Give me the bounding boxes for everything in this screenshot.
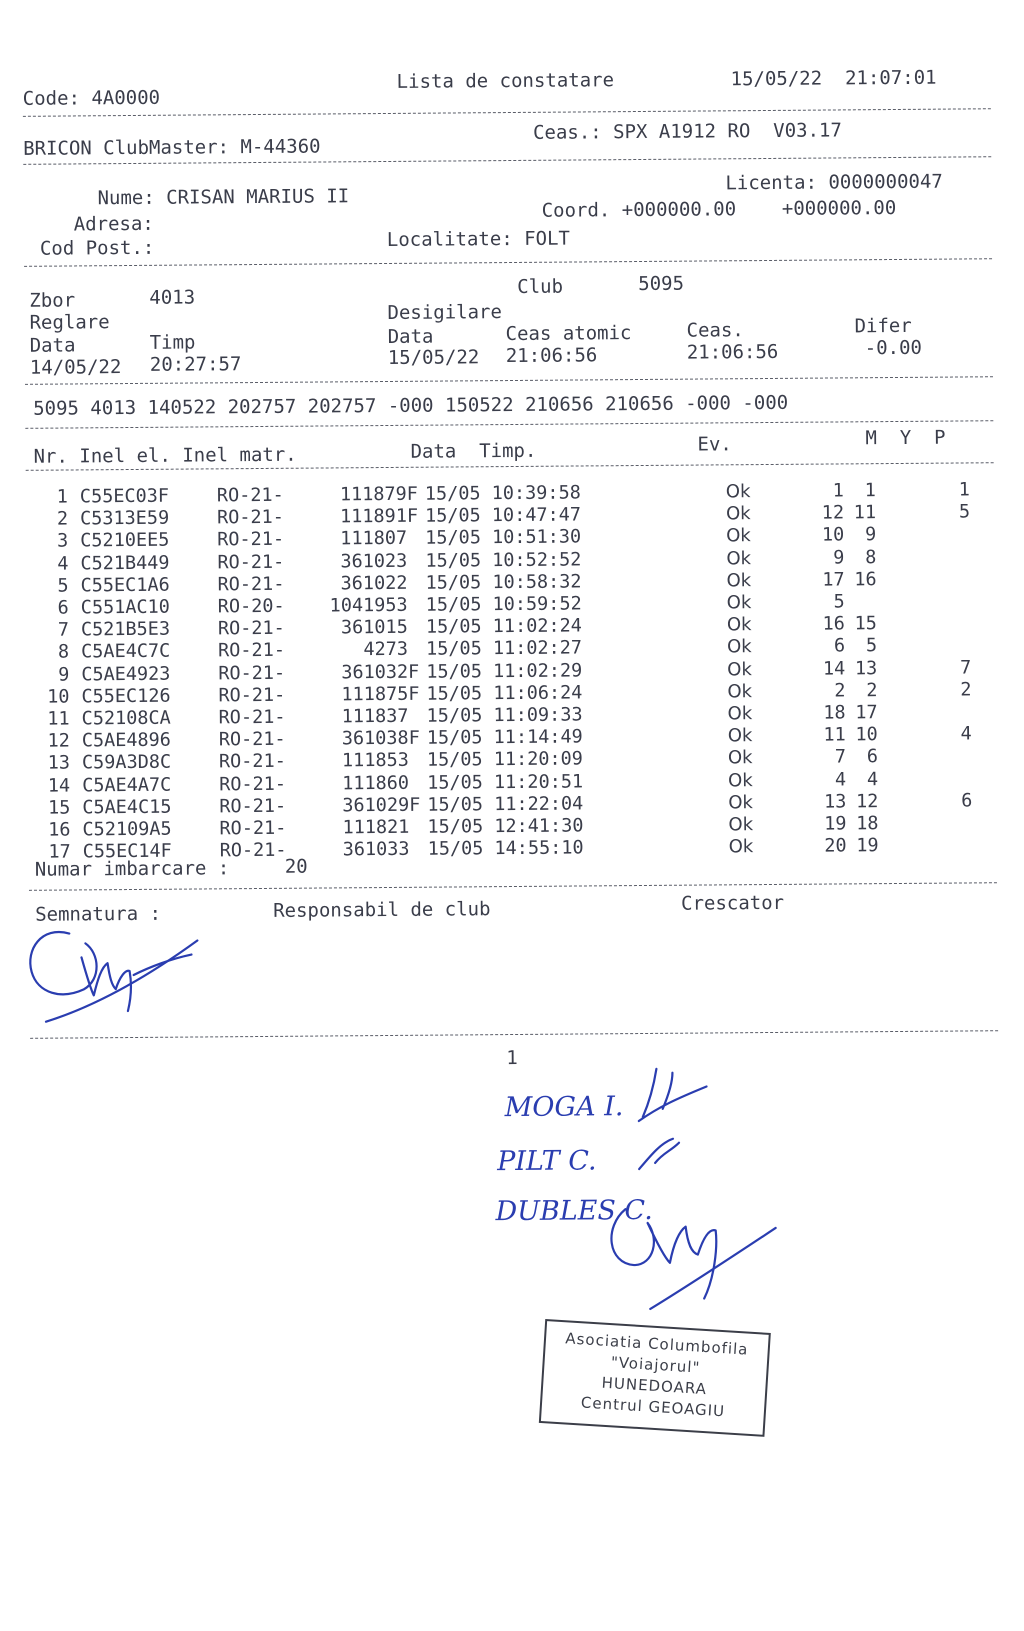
rank-m: 11 — [816, 725, 846, 746]
desig-date-label: Data — [388, 328, 434, 347]
flight-number: 4013 — [149, 288, 195, 307]
col-header-ev: Ev. — [697, 435, 731, 454]
row-number: 16 — [40, 819, 70, 840]
electronic-ring: C59A3D8C — [82, 752, 171, 774]
arrival-datetime: 15/05 14:55:10 — [428, 838, 584, 860]
rank-m: 13 — [816, 791, 846, 812]
electronic-ring: C5AE4C7C — [81, 641, 170, 663]
ring-number: 361023 — [300, 550, 418, 572]
clubmaster-id: BRICON ClubMaster: M-44360 — [23, 138, 321, 159]
event-status: Ok — [727, 659, 752, 680]
electronic-ring: C55EC03F — [80, 486, 169, 508]
ring-prefix: RO-21- — [217, 507, 284, 529]
ring-prefix: RO-21- — [218, 662, 285, 684]
document-title: Lista de constatare — [397, 71, 614, 92]
ring-prefix: RO-21- — [219, 751, 286, 773]
electronic-ring: C551AC10 — [81, 597, 170, 619]
divider — [29, 882, 997, 891]
ring-number: 1041953 — [301, 595, 419, 617]
rank-p: 1 — [940, 479, 970, 500]
results-table — [0, 0, 1024, 4]
row-number: 2 — [38, 509, 68, 530]
arrival-datetime: 15/05 11:02:29 — [426, 660, 582, 682]
club-number: 5095 — [638, 275, 684, 294]
rank-y: 13 — [847, 658, 877, 679]
row-number: 12 — [40, 731, 70, 752]
event-status: Ok — [726, 548, 751, 569]
ring-number: 111875F — [301, 684, 419, 706]
ring-prefix: RO-21- — [219, 796, 286, 818]
ring-number: 111853 — [302, 750, 420, 772]
event-status: Ok — [728, 814, 753, 835]
atomic-clock-time: 21:06:56 — [506, 346, 598, 366]
ring-prefix: RO-21- — [217, 485, 284, 507]
rank-y: 10 — [848, 724, 878, 745]
rank-y: 18 — [848, 813, 878, 834]
event-status: Ok — [728, 748, 753, 769]
ring-number: 361029F — [302, 795, 420, 817]
reglare-date-label: Data — [30, 336, 76, 355]
arrival-datetime: 15/05 12:41:30 — [427, 815, 583, 837]
row-number: 4 — [38, 553, 68, 574]
electronic-ring: C5313E59 — [80, 508, 169, 530]
license-number: Licenta: 0000000047 — [725, 173, 942, 194]
owner-name: Nume: CRISAN MARIUS II — [97, 187, 349, 208]
arrival-datetime: 15/05 10:51:30 — [425, 527, 581, 549]
row-number: 3 — [38, 531, 68, 552]
electronic-ring: C521B5E3 — [81, 619, 170, 641]
rank-y: 11 — [846, 502, 876, 523]
ring-number: 111891F — [300, 506, 418, 528]
event-status: Ok — [726, 570, 751, 591]
rank-m: 5 — [815, 591, 845, 612]
rank-m: 10 — [814, 525, 844, 546]
print-datetime: 15/05/22 21:07:01 — [731, 69, 937, 90]
rank-y: 4 — [848, 769, 878, 790]
event-status: Ok — [727, 614, 752, 635]
row-number: 13 — [40, 753, 70, 774]
stamp-line-1: Asociatia Columbofila — [545, 1327, 768, 1362]
arrival-datetime: 15/05 11:14:49 — [427, 727, 583, 749]
ring-prefix: RO-20- — [218, 596, 285, 618]
rank-m: 1 — [814, 480, 844, 501]
rank-p: 6 — [942, 790, 972, 811]
event-status: Ok — [728, 792, 753, 813]
reglare-time: 20:27:57 — [150, 355, 242, 375]
owner-postal-code: Cod Post.: — [40, 239, 155, 259]
locality: Localitate: FOLT — [387, 230, 570, 250]
ring-prefix: RO-21- — [218, 685, 285, 707]
arrival-datetime: 15/05 11:06:24 — [426, 682, 582, 704]
electronic-ring: C55EC1A6 — [81, 575, 170, 597]
ring-number: 111837 — [302, 706, 420, 728]
col-header-data-timp: Data Timp. — [410, 442, 536, 462]
rank-p: 2 — [941, 679, 971, 700]
row-number: 11 — [40, 708, 70, 729]
ring-prefix: RO-21- — [218, 574, 285, 596]
club-label: Club — [517, 278, 563, 297]
rank-m: 12 — [814, 503, 844, 524]
rank-y: 2 — [847, 680, 877, 701]
ring-prefix: RO-21- — [220, 840, 287, 862]
reglare-time-label: Timp — [150, 333, 196, 352]
rank-y: 8 — [846, 547, 876, 568]
stamp-line-2: "Voiajorul" — [544, 1348, 767, 1383]
divider — [25, 376, 993, 385]
row-number: 10 — [39, 686, 69, 707]
row-number: 9 — [39, 664, 69, 685]
arrival-datetime: 15/05 11:22:04 — [427, 793, 583, 815]
electronic-ring: C52108CA — [82, 708, 171, 730]
rank-m: 9 — [814, 547, 844, 568]
breeder-label: Crescator — [681, 894, 784, 914]
electronic-ring: C5AE4C15 — [82, 796, 171, 818]
rank-y: 15 — [847, 613, 877, 634]
encoded-line: 5095 4013 140522 202757 202757 -000 150522 210656 210656 -000 -000 — [33, 394, 788, 419]
clock-id: Ceas.: SPX A1912 RO V03.17 — [533, 121, 842, 142]
electronic-ring: C521B449 — [80, 552, 169, 574]
electronic-ring: C5210EE5 — [80, 530, 169, 552]
owner-address: Adresa: — [74, 215, 154, 235]
atomic-clock-label: Ceas atomic — [506, 324, 632, 344]
handwritten-signatures — [598, 1058, 790, 1319]
ring-number: 111821 — [302, 817, 420, 839]
ring-prefix: RO-21- — [219, 729, 286, 751]
rank-y: 19 — [849, 835, 879, 856]
electronic-ring: C52109A5 — [82, 819, 171, 841]
arrival-datetime: 15/05 10:39:58 — [425, 482, 581, 504]
event-status: Ok — [727, 681, 752, 702]
ring-number: 361015 — [301, 617, 419, 639]
arrival-datetime: 15/05 11:09:33 — [427, 704, 583, 726]
event-status: Ok — [727, 637, 752, 658]
row-number: 8 — [39, 642, 69, 663]
row-number: 5 — [39, 575, 69, 596]
rank-m: 6 — [815, 636, 845, 657]
rank-y: 6 — [848, 747, 878, 768]
divider — [23, 108, 991, 117]
ring-prefix: RO-21- — [219, 707, 286, 729]
arrival-datetime: 15/05 11:02:24 — [426, 616, 582, 638]
club-responsible-label: Responsabil de club — [273, 900, 490, 921]
arrival-datetime: 15/05 11:20:09 — [427, 749, 583, 771]
rank-y: 1 — [846, 480, 876, 501]
row-number: 6 — [39, 598, 69, 619]
event-status: Ok — [728, 770, 753, 791]
handwritten-name-1: MOGA I. — [505, 1093, 624, 1121]
association-stamp — [539, 1319, 771, 1437]
col-header-myp: M Y P — [865, 429, 945, 449]
stamp-line-4: Centrul GEOAGIU — [542, 1390, 765, 1425]
page-number: 1 — [506, 1049, 518, 1068]
ring-number: 361038F — [302, 728, 420, 750]
event-status: Ok — [726, 526, 751, 547]
imbarcare-label: Numar imbarcare : — [35, 859, 230, 880]
rank-y: 5 — [847, 636, 877, 657]
difference-value: -0.00 — [865, 339, 922, 358]
ring-prefix: RO-21- — [218, 640, 285, 662]
electronic-ring: C55EC14F — [83, 841, 172, 863]
rank-m: 18 — [816, 702, 846, 723]
electronic-ring: C55EC126 — [81, 686, 170, 708]
ring-prefix: RO-21- — [219, 773, 286, 795]
ring-prefix: RO-21- — [217, 529, 284, 551]
event-status: Ok — [728, 703, 753, 724]
row-number: 17 — [41, 842, 71, 863]
handwritten-name-2: PILT C. — [497, 1147, 597, 1175]
event-status: Ok — [727, 592, 752, 613]
rank-y: 17 — [848, 702, 878, 723]
arrival-datetime: 15/05 10:59:52 — [426, 593, 582, 615]
rank-p: 4 — [942, 724, 972, 745]
ring-prefix: RO-21- — [219, 818, 286, 840]
rank-p: 5 — [940, 502, 970, 523]
rank-m: 19 — [816, 813, 846, 834]
row-number: 7 — [39, 620, 69, 641]
rank-y: 12 — [848, 791, 878, 812]
flight-label: Zbor — [29, 291, 75, 310]
ring-prefix: RO-21- — [217, 551, 284, 573]
difference-label: Difer — [855, 317, 912, 336]
event-status: Ok — [726, 481, 751, 502]
rank-m: 16 — [815, 614, 845, 635]
ring-number: 4273 — [301, 639, 419, 661]
divider — [30, 1030, 998, 1039]
handwritten-name-3: DUBLES C. — [495, 1197, 652, 1225]
arrival-datetime: 15/05 10:52:52 — [425, 549, 581, 571]
divider — [24, 258, 992, 267]
electronic-ring: C5AE4923 — [81, 663, 170, 685]
event-status: Ok — [728, 725, 753, 746]
row-number: 14 — [40, 775, 70, 796]
arrival-datetime: 15/05 10:58:32 — [425, 571, 581, 593]
reglare-date: 14/05/22 — [30, 358, 122, 378]
event-status: Ok — [729, 836, 754, 857]
arrival-datetime: 15/05 10:47:47 — [425, 505, 581, 527]
rank-y: 9 — [846, 525, 876, 546]
rank-m: 14 — [815, 658, 845, 679]
clock-label: Ceas. — [687, 321, 744, 340]
rank-p: 7 — [941, 657, 971, 678]
ring-number: 361032F — [301, 661, 419, 683]
stamp-line-3: HUNEDOARA — [543, 1369, 766, 1404]
desig-date: 15/05/22 — [388, 348, 480, 368]
ring-number: 111860 — [302, 772, 420, 794]
rank-y: 16 — [846, 569, 876, 590]
club-signature — [21, 918, 222, 1030]
ring-prefix: RO-21- — [218, 618, 285, 640]
arrival-datetime: 15/05 11:02:27 — [426, 638, 582, 660]
row-number: 1 — [38, 487, 68, 508]
clock-time: 21:06:56 — [687, 343, 779, 363]
signature-label: Semnatura : — [35, 905, 161, 925]
event-status: Ok — [726, 503, 751, 524]
rank-m: 7 — [816, 747, 846, 768]
arrival-datetime: 15/05 11:20:51 — [427, 771, 583, 793]
ring-number: 361033 — [303, 839, 421, 861]
col-header-rings: Nr. Inel el. Inel matr. — [34, 446, 297, 467]
electronic-ring: C5AE4896 — [82, 730, 171, 752]
rank-m: 4 — [816, 769, 846, 790]
coordinates: Coord. +000000.00 +000000.00 — [542, 199, 897, 221]
divider — [25, 420, 993, 429]
ring-number: 361022 — [300, 573, 418, 595]
electronic-ring: C5AE4A7C — [82, 774, 171, 796]
desigilare-label: Desigilare — [387, 303, 502, 323]
rank-m: 2 — [815, 680, 845, 701]
imbarcare-value: 20 — [285, 858, 308, 877]
code-label: Code: 4A0000 — [23, 89, 160, 109]
reglare-label: Reglare — [29, 313, 109, 333]
ring-number: 111807 — [300, 528, 418, 550]
rank-m: 17 — [814, 569, 844, 590]
rank-m: 20 — [817, 836, 847, 857]
ring-number: 111879F — [300, 484, 418, 506]
row-number: 15 — [40, 797, 70, 818]
